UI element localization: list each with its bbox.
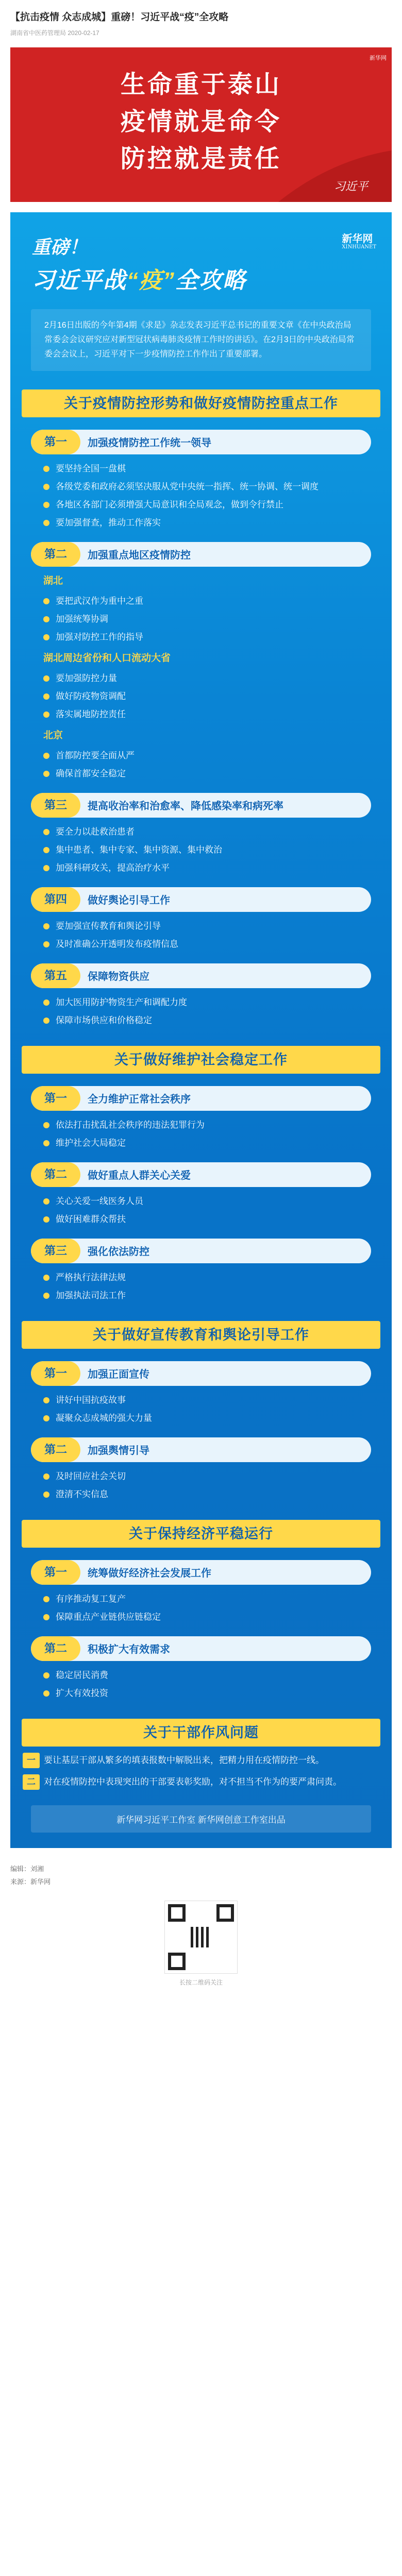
list-item	[43, 937, 359, 951]
bullet-icon	[43, 1293, 49, 1299]
list-item	[43, 630, 359, 644]
list-item-text: 要加强督查，推动工作落实	[56, 517, 161, 528]
bullet-icon	[43, 520, 49, 526]
bullet-icon	[43, 616, 49, 622]
list-item	[43, 861, 359, 875]
list-item	[43, 671, 359, 685]
bullet-icon	[43, 1672, 49, 1679]
subsection-heading: 积极扩大有效需求	[88, 1644, 170, 1656]
list-item-text: 关心关爱一线医务人员	[56, 1196, 143, 1206]
list-item-text: 依法打击扰乱社会秩序的违法犯罪行为	[56, 1120, 205, 1130]
list-item	[43, 1487, 359, 1501]
subsection-heading: 提高收治率和治愈率、降低感染率和病死率	[88, 801, 283, 812]
bullet-icon	[43, 693, 49, 700]
list-item-text: 及时回应社会关切	[56, 1471, 126, 1481]
item-list	[43, 1469, 359, 1501]
list-item-text: 集中患者、集中专家、集中资源、集中救治	[56, 844, 222, 855]
list-item	[43, 1411, 359, 1425]
subsection	[31, 1162, 371, 1226]
subgroup-label: 湖北	[43, 575, 63, 586]
banner	[10, 47, 392, 202]
section	[10, 1520, 392, 1700]
subsection-number: 第五	[31, 963, 80, 988]
section	[10, 389, 392, 1027]
bullet-icon	[43, 753, 49, 759]
article-footer	[0, 1848, 402, 2007]
list-item	[43, 825, 359, 839]
poster-logo-main: 新华网	[342, 232, 373, 245]
item-list	[43, 1118, 359, 1150]
bullet-icon	[43, 829, 49, 835]
bullet-icon	[43, 1596, 49, 1602]
point-text: 对在疫情防控中表现突出的干部要表彰奖励，对不担当不作为的要严肃问责。	[44, 1776, 342, 1787]
subsection-number: 第二	[31, 1636, 80, 1661]
banner-slogan	[10, 66, 392, 177]
subsection-number: 第四	[31, 887, 80, 912]
subsection-header	[31, 430, 371, 454]
poster-sections	[10, 389, 392, 1790]
article-meta: 湖南省中医药管理局 2020-02-17	[10, 29, 99, 37]
list-item-text: 加强执法司法工作	[56, 1290, 126, 1300]
list-item-text: 加强对防控工作的指导	[56, 632, 143, 642]
bullet-icon	[43, 502, 49, 508]
banner-line: 防控就是责任	[120, 144, 281, 173]
subsection-number: 第一	[31, 1086, 80, 1111]
item-list	[43, 919, 359, 951]
list-item-text: 要全力以赴救治患者	[56, 826, 135, 837]
bullet-icon	[43, 1397, 49, 1403]
list-item	[43, 1668, 359, 1682]
subsection	[31, 1239, 371, 1302]
subsection-number: 第三	[31, 1239, 80, 1263]
item-list	[43, 462, 359, 530]
subsection	[31, 1560, 371, 1624]
item-list	[43, 1668, 359, 1700]
section-title: 关于保持经济平稳运行	[22, 1520, 380, 1548]
item-list	[43, 749, 359, 781]
list-item-text: 凝聚众志成城的强大力量	[56, 1413, 152, 1423]
bullet-icon	[43, 1018, 49, 1024]
bullet-icon	[43, 711, 49, 718]
subsection-header	[31, 887, 371, 912]
list-item	[43, 689, 359, 703]
list-item-text: 加大医用防护物资生产和调配力度	[56, 997, 187, 1007]
bullet-icon	[43, 675, 49, 682]
poster-title	[32, 262, 246, 295]
list-item-text: 各地区各部门必须增强大局意识和全局观念，做到令行禁止	[56, 499, 283, 510]
list-item	[43, 498, 359, 512]
subsection-header	[31, 1162, 371, 1187]
list-item	[43, 1592, 359, 1606]
subsection-heading: 全力维护正常社会秩序	[88, 1094, 191, 1106]
subsection	[31, 1437, 371, 1501]
bullet-icon	[43, 771, 49, 777]
bullet-icon	[43, 1140, 49, 1146]
list-item-text: 讲好中国抗疫故事	[56, 1395, 126, 1405]
list-item-text: 要把武汉作为重中之重	[56, 596, 143, 606]
subsection-number: 第三	[31, 793, 80, 818]
subsection	[31, 793, 371, 875]
poster-sign: 新华网习近平工作室 新华网创意工作室出品	[31, 1805, 371, 1833]
subsection-heading: 强化依法防控	[88, 1246, 149, 1258]
subsection-header	[31, 542, 371, 567]
list-item-text: 稳定居民消费	[56, 1670, 108, 1680]
qr-code[interactable]	[164, 1901, 238, 1974]
subsection-heading: 保障物资供应	[88, 971, 149, 983]
list-item-text: 做好困难群众帮扶	[56, 1214, 126, 1224]
section	[10, 1321, 392, 1501]
list-item-text: 澄清不实信息	[56, 1489, 108, 1499]
subsection-heading: 做好重点人群关心关爱	[88, 1170, 191, 1182]
subgroup-label: 北京	[43, 730, 63, 741]
section-title: 关于干部作风问题	[22, 1719, 380, 1747]
list-item	[43, 1393, 359, 1407]
list-item	[43, 612, 359, 626]
subsection-header	[31, 1239, 371, 1263]
poster-logo-sub: XINHUANET	[342, 244, 376, 250]
subsection-number: 第二	[31, 542, 80, 567]
list-item-text: 要加强防控力量	[56, 673, 117, 683]
subsection-header	[31, 1636, 371, 1661]
subsection	[31, 430, 371, 530]
list-item-text: 加强科研攻关，提高治疗水平	[56, 862, 170, 873]
poster-title-highlight: “疫”	[127, 267, 175, 293]
item-list	[43, 995, 359, 1027]
list-item	[43, 1270, 359, 1284]
article-header	[0, 0, 402, 42]
list-item-text: 及时准确公开透明发布疫情信息	[56, 939, 178, 949]
section-title: 关于疫情防控形势和做好疫情防控重点工作	[22, 389, 380, 417]
footer-editor: 编辑：刘湘	[10, 1865, 44, 1873]
bullet-icon	[43, 1198, 49, 1205]
list-item	[43, 462, 359, 476]
list-item	[43, 919, 359, 933]
list-item-text: 确保首都安全稳定	[56, 768, 126, 778]
list-item-text: 有序推动复工复产	[56, 1594, 126, 1604]
subsection-header	[31, 1560, 371, 1585]
banner-line: 疫情就是命令	[120, 107, 281, 136]
bullet-icon	[43, 466, 49, 472]
list-item-text: 保障重点产业链供应链稳定	[56, 1612, 161, 1622]
subsection	[31, 887, 371, 951]
item-list	[43, 825, 359, 875]
item-list	[43, 1270, 359, 1302]
subsection-number: 第二	[31, 1437, 80, 1462]
list-item	[43, 1686, 359, 1700]
poster-header	[10, 212, 392, 300]
list-item-text: 保障市场供应和价格稳定	[56, 1015, 152, 1025]
bullet-icon	[43, 865, 49, 871]
bullet-icon	[43, 1492, 49, 1498]
subsection-heading: 加强正面宣传	[88, 1369, 149, 1381]
list-item	[43, 749, 359, 762]
bullet-icon	[43, 1690, 49, 1697]
point-number: 一	[23, 1753, 40, 1768]
list-item-text: 严格执行法律法规	[56, 1272, 126, 1282]
poster-title-pre: 习近平战	[32, 267, 127, 293]
bullet-icon	[43, 1415, 49, 1421]
list-item	[43, 1610, 359, 1624]
list-item	[43, 1136, 359, 1150]
bullet-icon	[43, 923, 49, 929]
item-list	[43, 594, 359, 644]
list-item	[43, 480, 359, 494]
subgroup-label: 湖北周边省份和人口流动大省	[43, 652, 171, 664]
subsection-heading: 加强舆情引导	[88, 1445, 149, 1457]
article-title: 【抗击疫情 众志成城】重磅！习近平战“疫”全攻略	[10, 12, 229, 23]
section	[10, 1046, 392, 1302]
list-item	[43, 594, 359, 608]
subsection-header	[31, 1437, 371, 1462]
bullet-icon	[43, 847, 49, 853]
list-item-text: 要坚持全国一盘棋	[56, 463, 126, 473]
subsection-number: 第一	[31, 1560, 80, 1585]
subsection-header	[31, 963, 371, 988]
subsection-number: 第一	[31, 430, 80, 454]
section-title: 关于做好宣传教育和舆论引导工作	[22, 1321, 380, 1349]
subsection-header	[31, 1361, 371, 1386]
list-item	[43, 1212, 359, 1226]
banner-signature: 习近平	[333, 180, 368, 193]
poster-title-post: 全攻略	[175, 267, 246, 293]
poster-intro: 2月16日出版的今年第4期《求是》杂志发表习近平总书记的重要文章《在中央政治局常委会会议研究应对新型冠状病毒肺炎疫情工作时的讲话》。在2月3日的中央政治局常委会会议上，习近平对下一步疫情防控工作作出了重要部署。	[31, 309, 371, 371]
list-item-text: 做好防疫物资调配	[56, 691, 126, 701]
list-item	[43, 1469, 359, 1483]
bullet-icon	[43, 1275, 49, 1281]
subsection-number: 第一	[31, 1361, 80, 1386]
list-item	[43, 767, 359, 781]
item-list	[43, 1194, 359, 1226]
list-item-text: 落实属地防控责任	[56, 709, 126, 719]
list-item-text: 扩大有效投资	[56, 1688, 108, 1698]
qr-caption: 长按二维码关注	[179, 1978, 223, 1986]
poster-kicker: 重磅！	[32, 236, 88, 258]
bullet-icon	[43, 484, 49, 490]
infographic-poster	[10, 212, 392, 1848]
poster-logo	[342, 233, 376, 250]
subsection	[31, 1636, 371, 1700]
subsection-header	[31, 793, 371, 818]
point-item	[23, 1753, 379, 1768]
item-list	[43, 671, 359, 721]
list-item-text: 维护社会大局稳定	[56, 1138, 126, 1148]
item-list	[43, 1393, 359, 1425]
bullet-icon	[43, 941, 49, 947]
bullet-icon	[43, 1614, 49, 1620]
list-item-text: 各级党委和政府必须坚决服从党中央统一指挥、统一协调、统一调度	[56, 481, 319, 492]
bullet-icon	[43, 1216, 49, 1223]
subsection-heading: 加强重点地区疫情防控	[88, 550, 191, 562]
banner-logo: 新华网	[370, 55, 387, 61]
list-item-text: 要加强宣传教育和舆论引导	[56, 921, 161, 931]
bullet-icon	[43, 1473, 49, 1480]
subsection-heading: 加强疫情防控工作统一领导	[88, 437, 211, 449]
bullet-icon	[43, 999, 49, 1006]
point-number: 二	[23, 1774, 40, 1790]
subsection-number: 第二	[31, 1162, 80, 1187]
list-item	[43, 995, 359, 1009]
list-item	[43, 1289, 359, 1302]
list-item	[43, 843, 359, 857]
section-title: 关于做好维护社会稳定工作	[22, 1046, 380, 1074]
subsection-header	[31, 1086, 371, 1111]
bullet-icon	[43, 1122, 49, 1128]
list-item-text: 首都防控要全面从严	[56, 750, 135, 760]
list-item-text: 加强统筹协调	[56, 614, 108, 624]
section	[10, 1719, 392, 1790]
point-text: 要让基层干部从繁多的填表报数中解脱出来，把精力用在疫情防控一线。	[44, 1755, 324, 1765]
subsection	[31, 963, 371, 1027]
subsection	[31, 1361, 371, 1425]
list-item	[43, 1013, 359, 1027]
list-item	[43, 1118, 359, 1132]
banner-line: 生命重于泰山	[120, 70, 281, 99]
list-item	[43, 707, 359, 721]
bullet-icon	[43, 598, 49, 604]
list-item	[43, 1194, 359, 1208]
subsection-heading: 做好舆论引导工作	[88, 895, 170, 907]
subsection	[31, 1086, 371, 1150]
list-item	[43, 516, 359, 530]
subsection-heading: 统筹做好经济社会发展工作	[88, 1568, 211, 1580]
item-list	[43, 1592, 359, 1624]
subsection	[31, 542, 371, 781]
point-item	[23, 1774, 379, 1790]
footer-source: 来源：新华网	[10, 1877, 51, 1886]
bullet-icon	[43, 634, 49, 640]
